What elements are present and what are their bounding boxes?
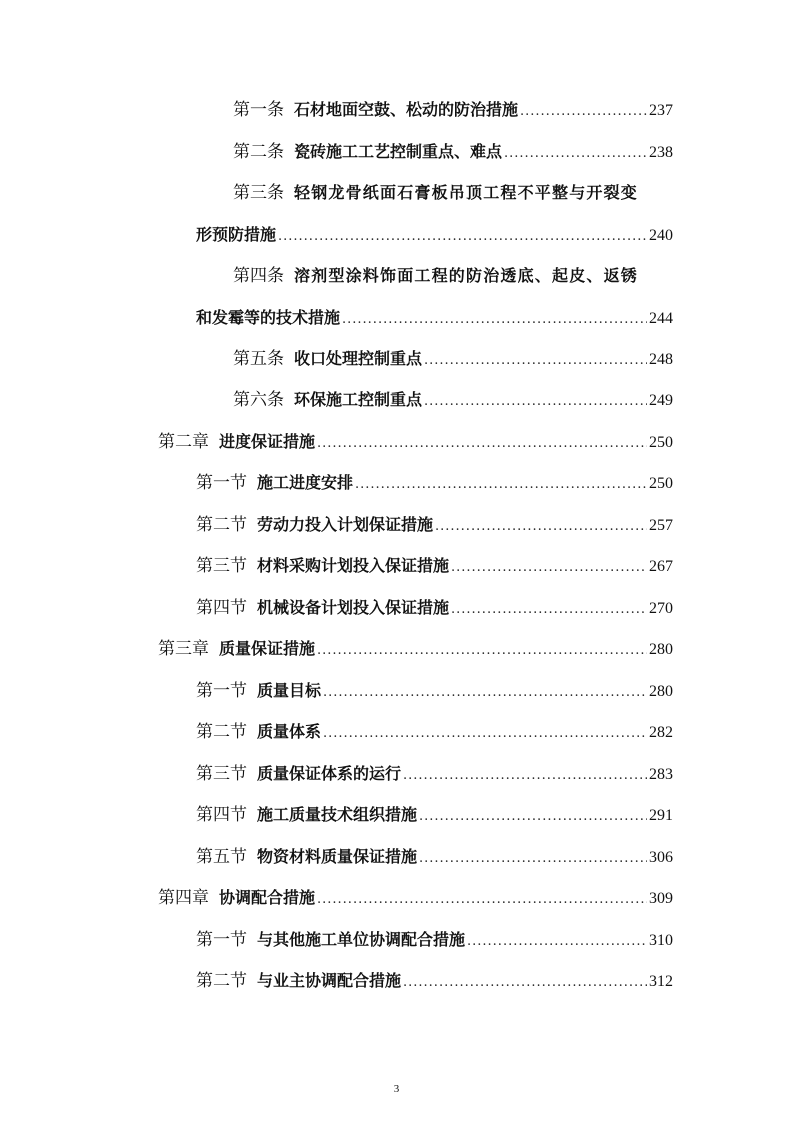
toc-section[interactable] [196, 680, 673, 702]
entry-page: 238 [649, 144, 673, 161]
entry-title: 轻钢龙骨纸面石膏板吊顶工程不平整与开裂变 [294, 183, 639, 202]
dot-leader [435, 516, 647, 538]
entry-title: 施工进度安排 [257, 473, 354, 492]
toc-entry[interactable] [233, 182, 673, 204]
entry-page: 291 [649, 807, 673, 824]
entry-label: 第四节 [196, 598, 247, 617]
entry-label: 第四条 [233, 266, 284, 285]
entry-label: 第三节 [196, 764, 247, 783]
toc-chapter[interactable] [158, 887, 673, 909]
dot-leader [451, 557, 647, 579]
dot-leader [419, 806, 647, 828]
entry-title: 形预防措施 [196, 225, 277, 244]
dot-leader [451, 599, 647, 621]
page-number: 3 [393, 1083, 400, 1095]
entry-title: 质量保证体系的运行 [257, 764, 402, 783]
toc-entry-continuation[interactable] [196, 224, 673, 246]
entry-label: 第一节 [196, 681, 247, 700]
dot-leader [317, 889, 647, 911]
entry-title: 环保施工控制重点 [294, 390, 423, 409]
entry-page: 250 [649, 475, 673, 492]
entry-label: 第二章 [158, 432, 209, 451]
entry-label: 第五条 [233, 349, 284, 368]
entry-title: 与其他施工单位协调配合措施 [257, 930, 466, 949]
dot-leader [323, 723, 647, 745]
entry-page: 310 [649, 932, 673, 949]
entry-label: 第三条 [233, 183, 284, 202]
dot-leader [403, 765, 647, 787]
entry-page: 280 [649, 683, 673, 700]
entry-label: 第六条 [233, 390, 284, 409]
entry-title: 瓷砖施工工艺控制重点、难点 [294, 142, 503, 161]
entry-title: 协调配合措施 [219, 888, 316, 907]
dot-leader [342, 309, 647, 331]
toc-section[interactable] [196, 597, 673, 619]
dot-leader [355, 474, 647, 496]
entry-title: 石材地面空鼓、松动的防治措施 [294, 100, 519, 119]
toc-section[interactable] [196, 929, 673, 951]
entry-label: 第四章 [158, 888, 209, 907]
toc-entry-continuation[interactable] [196, 307, 673, 329]
entry-page: 250 [649, 434, 673, 451]
dot-leader [278, 226, 647, 248]
toc-entry[interactable] [233, 99, 673, 121]
entry-label: 第一节 [196, 473, 247, 492]
entry-title: 质量目标 [257, 681, 322, 700]
entry-label: 第二节 [196, 971, 247, 990]
toc-section[interactable] [196, 721, 673, 743]
entry-title: 施工质量技术组织措施 [257, 805, 418, 824]
toc-chapter[interactable] [158, 638, 673, 660]
dot-leader [424, 350, 647, 372]
entry-title: 收口处理控制重点 [294, 349, 423, 368]
entry-title: 进度保证措施 [219, 432, 316, 451]
entry-title: 物资材料质量保证措施 [257, 847, 418, 866]
entry-page: 257 [649, 517, 673, 534]
entry-page: 249 [649, 392, 673, 409]
entry-label: 第一条 [233, 100, 284, 119]
entry-page: 237 [649, 102, 673, 119]
entry-title: 材料采购计划投入保证措施 [257, 556, 450, 575]
entry-label: 第二节 [196, 722, 247, 741]
entry-label: 第二节 [196, 515, 247, 534]
entry-label: 第四节 [196, 805, 247, 824]
entry-title: 溶剂型涂料饰面工程的防治透底、起皮、返锈 [294, 266, 639, 285]
entry-page: 244 [649, 310, 673, 327]
entry-page: 282 [649, 724, 673, 741]
entry-page: 309 [649, 890, 673, 907]
dot-leader [504, 143, 647, 165]
entry-page: 240 [649, 227, 673, 244]
dot-leader [520, 101, 647, 123]
dot-leader [419, 848, 647, 870]
toc-section[interactable] [196, 846, 673, 868]
entry-title: 与业主协调配合措施 [257, 971, 402, 990]
entry-label: 第三章 [158, 639, 209, 658]
toc-section[interactable] [196, 763, 673, 785]
dot-leader [317, 640, 647, 662]
toc-section[interactable] [196, 970, 673, 992]
dot-leader [467, 931, 647, 953]
toc-entry[interactable] [233, 265, 673, 287]
toc-section[interactable] [196, 804, 673, 826]
entry-page: 283 [649, 766, 673, 783]
toc-chapter[interactable] [158, 431, 673, 453]
entry-page: 248 [649, 351, 673, 368]
dot-leader [403, 972, 647, 994]
entry-page: 306 [649, 849, 673, 866]
toc-entry[interactable] [233, 348, 673, 370]
entry-label: 第一节 [196, 930, 247, 949]
entry-title: 质量体系 [257, 722, 322, 741]
toc-section[interactable] [196, 514, 673, 536]
toc-entry[interactable] [233, 141, 673, 163]
toc-section[interactable] [196, 555, 673, 577]
entry-label: 第二条 [233, 142, 284, 161]
entry-title: 劳动力投入计划保证措施 [257, 515, 434, 534]
entry-page: 267 [649, 558, 673, 575]
entry-page: 270 [649, 600, 673, 617]
toc-entry[interactable] [233, 389, 673, 411]
dot-leader [323, 682, 647, 704]
entry-label: 第三节 [196, 556, 247, 575]
entry-title: 和发霉等的技术措施 [196, 308, 341, 327]
entry-label: 第五节 [196, 847, 247, 866]
dot-leader [317, 433, 647, 455]
entry-page: 312 [649, 973, 673, 990]
entry-page: 280 [649, 641, 673, 658]
entry-title: 机械设备计划投入保证措施 [257, 598, 450, 617]
dot-leader [424, 391, 647, 413]
entry-title: 质量保证措施 [219, 639, 316, 658]
toc-section[interactable] [196, 472, 673, 494]
